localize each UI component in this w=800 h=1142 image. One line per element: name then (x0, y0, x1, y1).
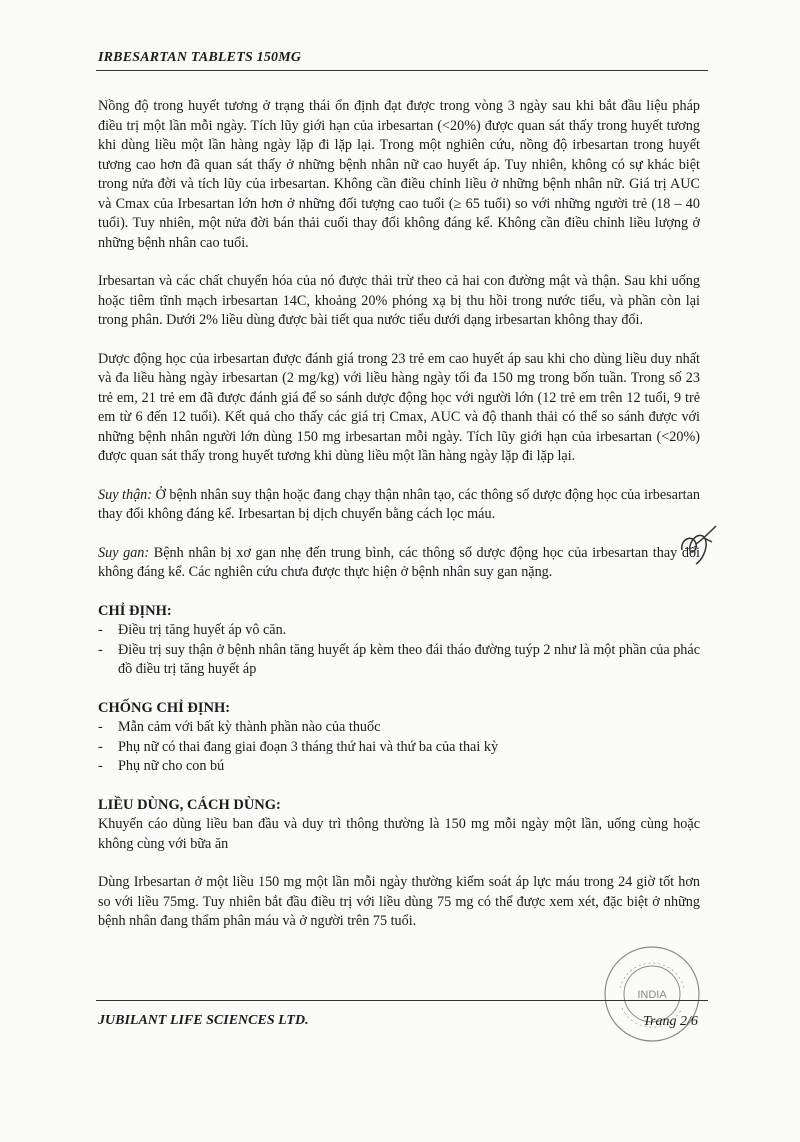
paragraph-dosage-details: Dùng Irbesartan ở một liều 150 mg một lần mỗi ngày thường kiểm soát áp lực máu trong 24 giờ tốt hơn so với liều 75mg. Tuy nhiên bắt đầu điều trị với liều dùng 75 mg có thể được xem xét, đặc biệt ở những bệnh nhân đang thẩm phân máu và ở người trên 75 tuổi. (98, 874, 700, 929)
hepatic-label: Suy gan: (98, 544, 150, 561)
paragraph-hepatic-impairment (98, 544, 700, 583)
renal-label: Suy thận: (98, 486, 152, 503)
signature-mark (676, 520, 720, 568)
company-seal-stamp (600, 942, 704, 1046)
page-number: Trang 2/6 (643, 1014, 698, 1029)
contraindications-heading: CHỐNG CHỈ ĐỊNH: (98, 699, 231, 716)
dosage-heading: LIỀU DÙNG, CÁCH DÙNG: (98, 796, 281, 813)
list-item: - Mẫn cảm với bất kỳ thành phần nào của thuốc (98, 718, 700, 738)
hepatic-text: Bệnh nhân bị xơ gan nhẹ đến trung bình, các thông số dược động học của irbesartan thay đổi không đáng kể. Các nghiên cứu chưa được thực hiện ở bệnh nhân suy gan nặng. (98, 544, 700, 580)
list-item: - Điều trị tăng huyết áp vô căn. (98, 621, 700, 641)
paragraph-pediatrics: Dược động học của irbesartan được đánh giá trong 23 trẻ em cao huyết áp sau khi cho dùng liều duy nhất và đa liều hàng ngày irbesartan (2 mg/kg) với liều hàng ngày tối đa 150 mg trong bốn tuần. Trong số 23 trẻ em, 21 trẻ em đã được đánh giá để so sánh dược động học với người lớn (12 trẻ em trên 12 tuổi, 9 trẻ em từ 6 đến 12 tuổi). Kết quả cho thấy các giá trị Cmax, AUC và độ thanh thải có thể so sánh được với những bệnh nhân người lớn dùng 150 mg irbesartan mỗi ngày. Tích lũy giới hạn của irbesartan (<20%) được quan sát thấy trong huyết tương khi dùng liều một lần hàng ngày lặp đi lặp lại. (98, 350, 700, 464)
contraindications-list (98, 718, 700, 777)
paragraph-elimination: Irbesartan và các chất chuyển hóa của nó được thải trừ theo cả hai con đường mật và thận. Sau khi uống hoặc tiêm tĩnh mạch irbesartan 14C, khoảng 20% phóng xạ bị thu hồi trong nước tiểu, và phần còn lại trong phân. Dưới 2% liều dùng được bài tiết qua nước tiểu dưới dạng irbesartan không thay đổi. (98, 273, 700, 328)
document-body (98, 97, 700, 951)
document-header-title: IRBESARTAN TABLETS 150MG (98, 50, 302, 65)
paragraph-renal-impairment (98, 486, 700, 525)
paragraph-steady-state: Nồng độ trong huyết tương ở trạng thái ổn định đạt được trong vòng 3 ngày sau khi bắt đầu liệu pháp điều trị một lần mỗi ngày. Tích lũy giới hạn của irbesartan (<20%) được quan sát thấy trong huyết tương khi dùng liều một lần hàng ngày lặp đi lặp lại. Trong một nghiên cứu, nồng độ irbesartan trong huyết tương cao hơn đã quan sát thấy ở những bệnh nhân nữ cao huyết áp. Tuy nhiên, không có sự khác biệt trong nửa đời và tích lũy của irbesartan. Không cần điều chỉnh liều ở những bệnh nhân nữ. Giá trị AUC và Cmax của Irbesartan lớn hơn ở những đối tượng cao tuổi (≥ 65 tuổi) so với những người trẻ (18 – 40 tuổi). Tuy nhiên, một nửa đời bán thải cuối thay đổi không đáng kể. Không cần điều chỉnh liều lượng ở những bệnh nhân cao tuổi. (98, 98, 700, 251)
footer-company: JUBILANT LIFE SCIENCES LTD. (98, 1013, 309, 1028)
indications-heading: CHỈ ĐỊNH: (98, 602, 172, 619)
indications-list (98, 621, 700, 680)
list-item: - Phụ nữ cho con bú (98, 757, 700, 777)
renal-text: Ở bệnh nhân suy thận hoặc đang chạy thận nhân tạo, các thông số dược động học của irbesartan thay đổi không đáng kể. Irbesartan bị dịch chuyển bằng cách lọc máu. (98, 486, 701, 522)
list-item: - Điều trị suy thận ở bệnh nhân tăng huyết áp kèm theo đái tháo đường tuýp 2 như là một phần của phác đồ điều trị tăng huyết áp (98, 641, 700, 680)
list-item: - Phụ nữ có thai đang giai đoạn 3 tháng thứ hai và thứ ba của thai kỳ (98, 738, 700, 758)
header-divider (96, 70, 708, 71)
footer-divider (96, 1000, 708, 1001)
stamp-center-text: INDIA (637, 989, 667, 1001)
paragraph-dosage-recommendation: Khuyến cáo dùng liều ban đầu và duy trì thông thường là 150 mg mỗi ngày một lần, uống cùng hoặc không cùng với bữa ăn (98, 816, 700, 852)
